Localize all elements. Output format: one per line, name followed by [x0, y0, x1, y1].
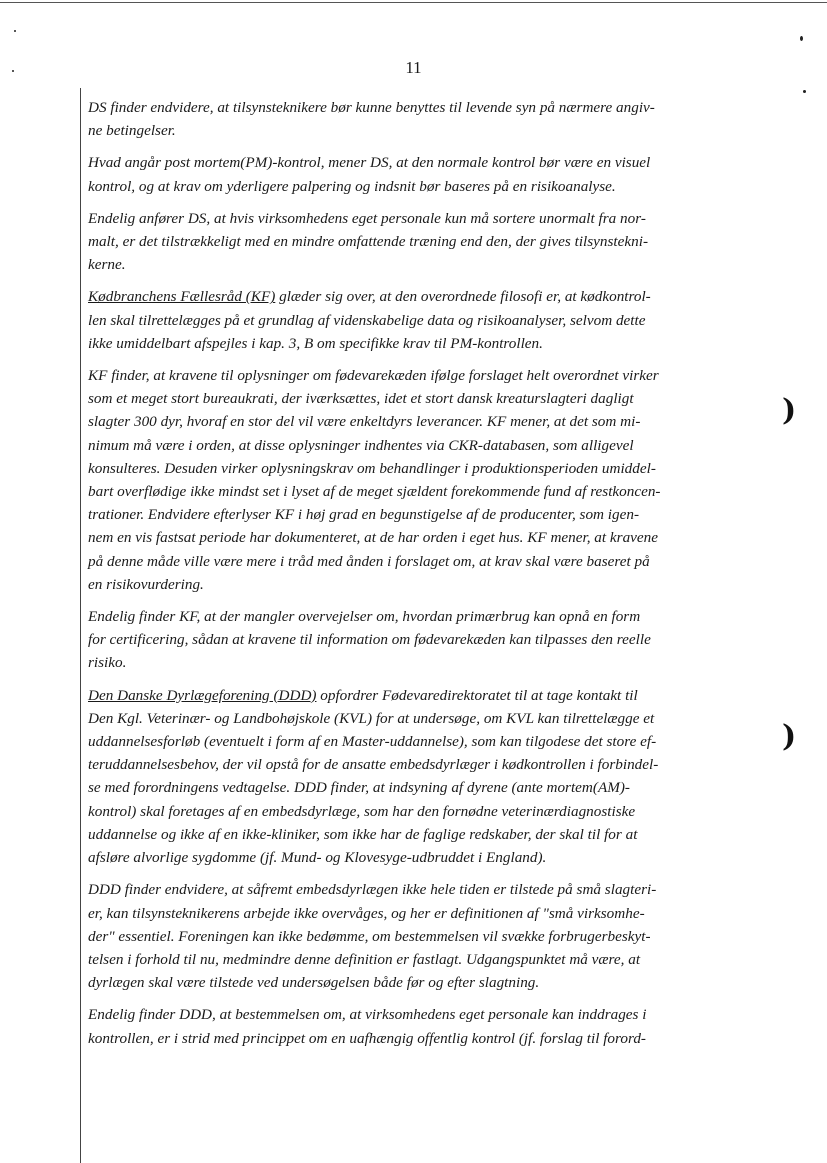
text-line: Endelig finder KF, at der mangler overvejelser om, hvordan primærbrug kan opnå en form: [88, 608, 641, 626]
text-line: kontrol) skal foretages af en embedsdyrlæge, som har den fornødne veterinærdiagnostiske: [88, 802, 636, 820]
text-line: DS finder endvidere, at tilsynsteknikere bør kunne benyttes til levende syn på nærmere angiv-: [88, 99, 655, 116]
page-number: 11: [405, 58, 422, 77]
text-line: en risikovurdering.: [88, 575, 204, 593]
text-line: der" essentiel. Foreningen kan ikke bedømme, om bestemmelsen vil svække forbrugerbeskyt-: [88, 927, 651, 945]
text-line: nem en vis fastsat periode har dokumenteret, at de har orden i eget hus. KF mener, at kravene: [88, 529, 658, 547]
text-line: teruddannelsesbehov, der vil opstå for de ansatte embedsdyrlæger i kødkontrollen i forbindel-: [88, 756, 659, 774]
scan-speck: [803, 90, 806, 93]
text-line: er, kan tilsynsteknikerens arbejde ikke overvåges, og her er definitionen af "små virksomhe-: [88, 904, 645, 922]
scan-speck: [800, 36, 803, 41]
text-line: konsulteres. Desuden virker oplysningskrav om behandlinger i produktionsperioden umiddel-: [88, 459, 656, 477]
text-run: glæder sig over, at den overordnede filosofi er, at kødkontrol-: [275, 288, 651, 306]
text-line: [88, 285, 728, 308]
text-line: på denne måde ville være mere i tråd med ånden i forslaget om, at krav skal være baseret på: [88, 552, 650, 570]
organization-name: Kødbranchens Fællesråd (KF): [88, 288, 276, 306]
paragraph: [88, 1003, 728, 1049]
top-edge-rule: [0, 2, 827, 3]
body-text: [88, 96, 728, 1059]
paragraph: [88, 151, 728, 197]
paragraph: [88, 285, 728, 355]
text-line: ne betingelser.: [88, 122, 176, 140]
text-line: uddannelse og ikke af en ikke-kliniker, som ikke har de faglige redskaber, der skal til for at: [88, 825, 638, 843]
text-line: afsløre alvorlige sygdomme (jf. Mund- og Klovesyge-udbruddet i England).: [88, 849, 547, 867]
text-line: telsen i forhold til nu, medmindre denne definition er fastlagt. Udgangspunktet må være, at: [88, 950, 641, 968]
text-line: Hvad angår post mortem(PM)-kontrol, mener DS, at den normale kontrol bør være en visuel: [88, 154, 651, 172]
text-line: se med forordningens vedtagelse. DDD finder, at indsyning af dyrene (ante mortem(AM)-: [88, 779, 630, 797]
text-line: som et meget stort bureaukrati, der iværksættes, idet et stort dansk kreaturslagteri dagligt: [88, 390, 634, 408]
left-margin-rule: [80, 88, 81, 1163]
text-line: trationer. Endvidere efterlyser KF i høj grad en begunstigelse af de producenter, som igen-: [88, 506, 640, 524]
text-line: kerne.: [88, 256, 126, 274]
punch-hole-mark: ): [782, 393, 797, 428]
text-line: Endelig anfører DS, at hvis virksomhedens eget personale kun må sortere unormalt fra nor-: [88, 209, 646, 227]
text-line: nimum må være i orden, at disse oplysninger indhentes via CKR-databasen, som alligevel: [88, 436, 634, 454]
paragraph: [88, 96, 728, 142]
text-line: malt, er det tilstrækkeligt med en mindre omfattende træning end den, der gives tilsynstekni-: [88, 233, 649, 251]
text-run: opfordrer Fødevaredirektoratet til at tage kontakt til: [316, 686, 638, 704]
text-line: [88, 684, 728, 707]
punch-hole-mark: ): [782, 719, 797, 754]
scan-speck: [14, 30, 16, 32]
text-line: kontrollen, er i strid med princippet om en uafhængig offentlig kontrol (jf. forslag til forord-: [88, 1029, 646, 1047]
text-line: kontrol, og at krav om yderligere palpering og indsnit bør baseres på en risikoanalyse.: [88, 177, 616, 195]
text-line: dyrlægen skal være tilstede ved undersøgelsen både før og efter slagtning.: [88, 974, 540, 992]
text-line: Den Kgl. Veterinær- og Landbohøjskole (KVL) for at undersøge, om KVL kan tilrettelægge et: [88, 709, 655, 727]
paragraph: [88, 605, 728, 675]
organization-name: Den Danske Dyrlægeforening (DDD): [88, 686, 317, 704]
text-line: len skal tilrettelægges på et grundlag af videnskabelige data og risikoanalyser, selvom dette: [88, 311, 646, 329]
text-line: ikke umiddelbart afspejles i kap. 3, B om specifikke krav til PM-kontrollen.: [88, 334, 543, 352]
paragraph: [88, 878, 728, 994]
text-line: uddannelsesforløb (eventuelt i form af en Master-uddannelse), som kan tilgodese det store ef-: [88, 733, 657, 751]
paragraph: [88, 364, 728, 596]
text-line: slagter 300 dyr, hvoraf en stor del vil være enkeltdyrs leverancer. KF mener, at det som mi-: [88, 413, 641, 431]
paragraph: [88, 684, 728, 870]
text-line: KF finder, at kravene til oplysninger om fødevarekæden ifølge forslaget helt overordnet virker: [88, 367, 659, 385]
text-line: Endelig finder DDD, at bestemmelsen om, at virksomhedens eget personale kan inddrages i: [88, 1006, 647, 1024]
paragraph: [88, 207, 728, 277]
text-line: for certificering, sådan at kravene til information om fødevarekæden kan tilpasses den reelle: [88, 631, 651, 649]
scan-speck: [12, 70, 14, 72]
text-line: bart overflødige ikke mindst set i lyset af de meget sjældent forekommende fund af restkoncen-: [88, 483, 661, 501]
text-line: DDD finder endvidere, at såfremt embedsdyrlægen ikke hele tiden er tilstede på små slagteri-: [88, 881, 657, 899]
text-line: risiko.: [88, 654, 127, 672]
